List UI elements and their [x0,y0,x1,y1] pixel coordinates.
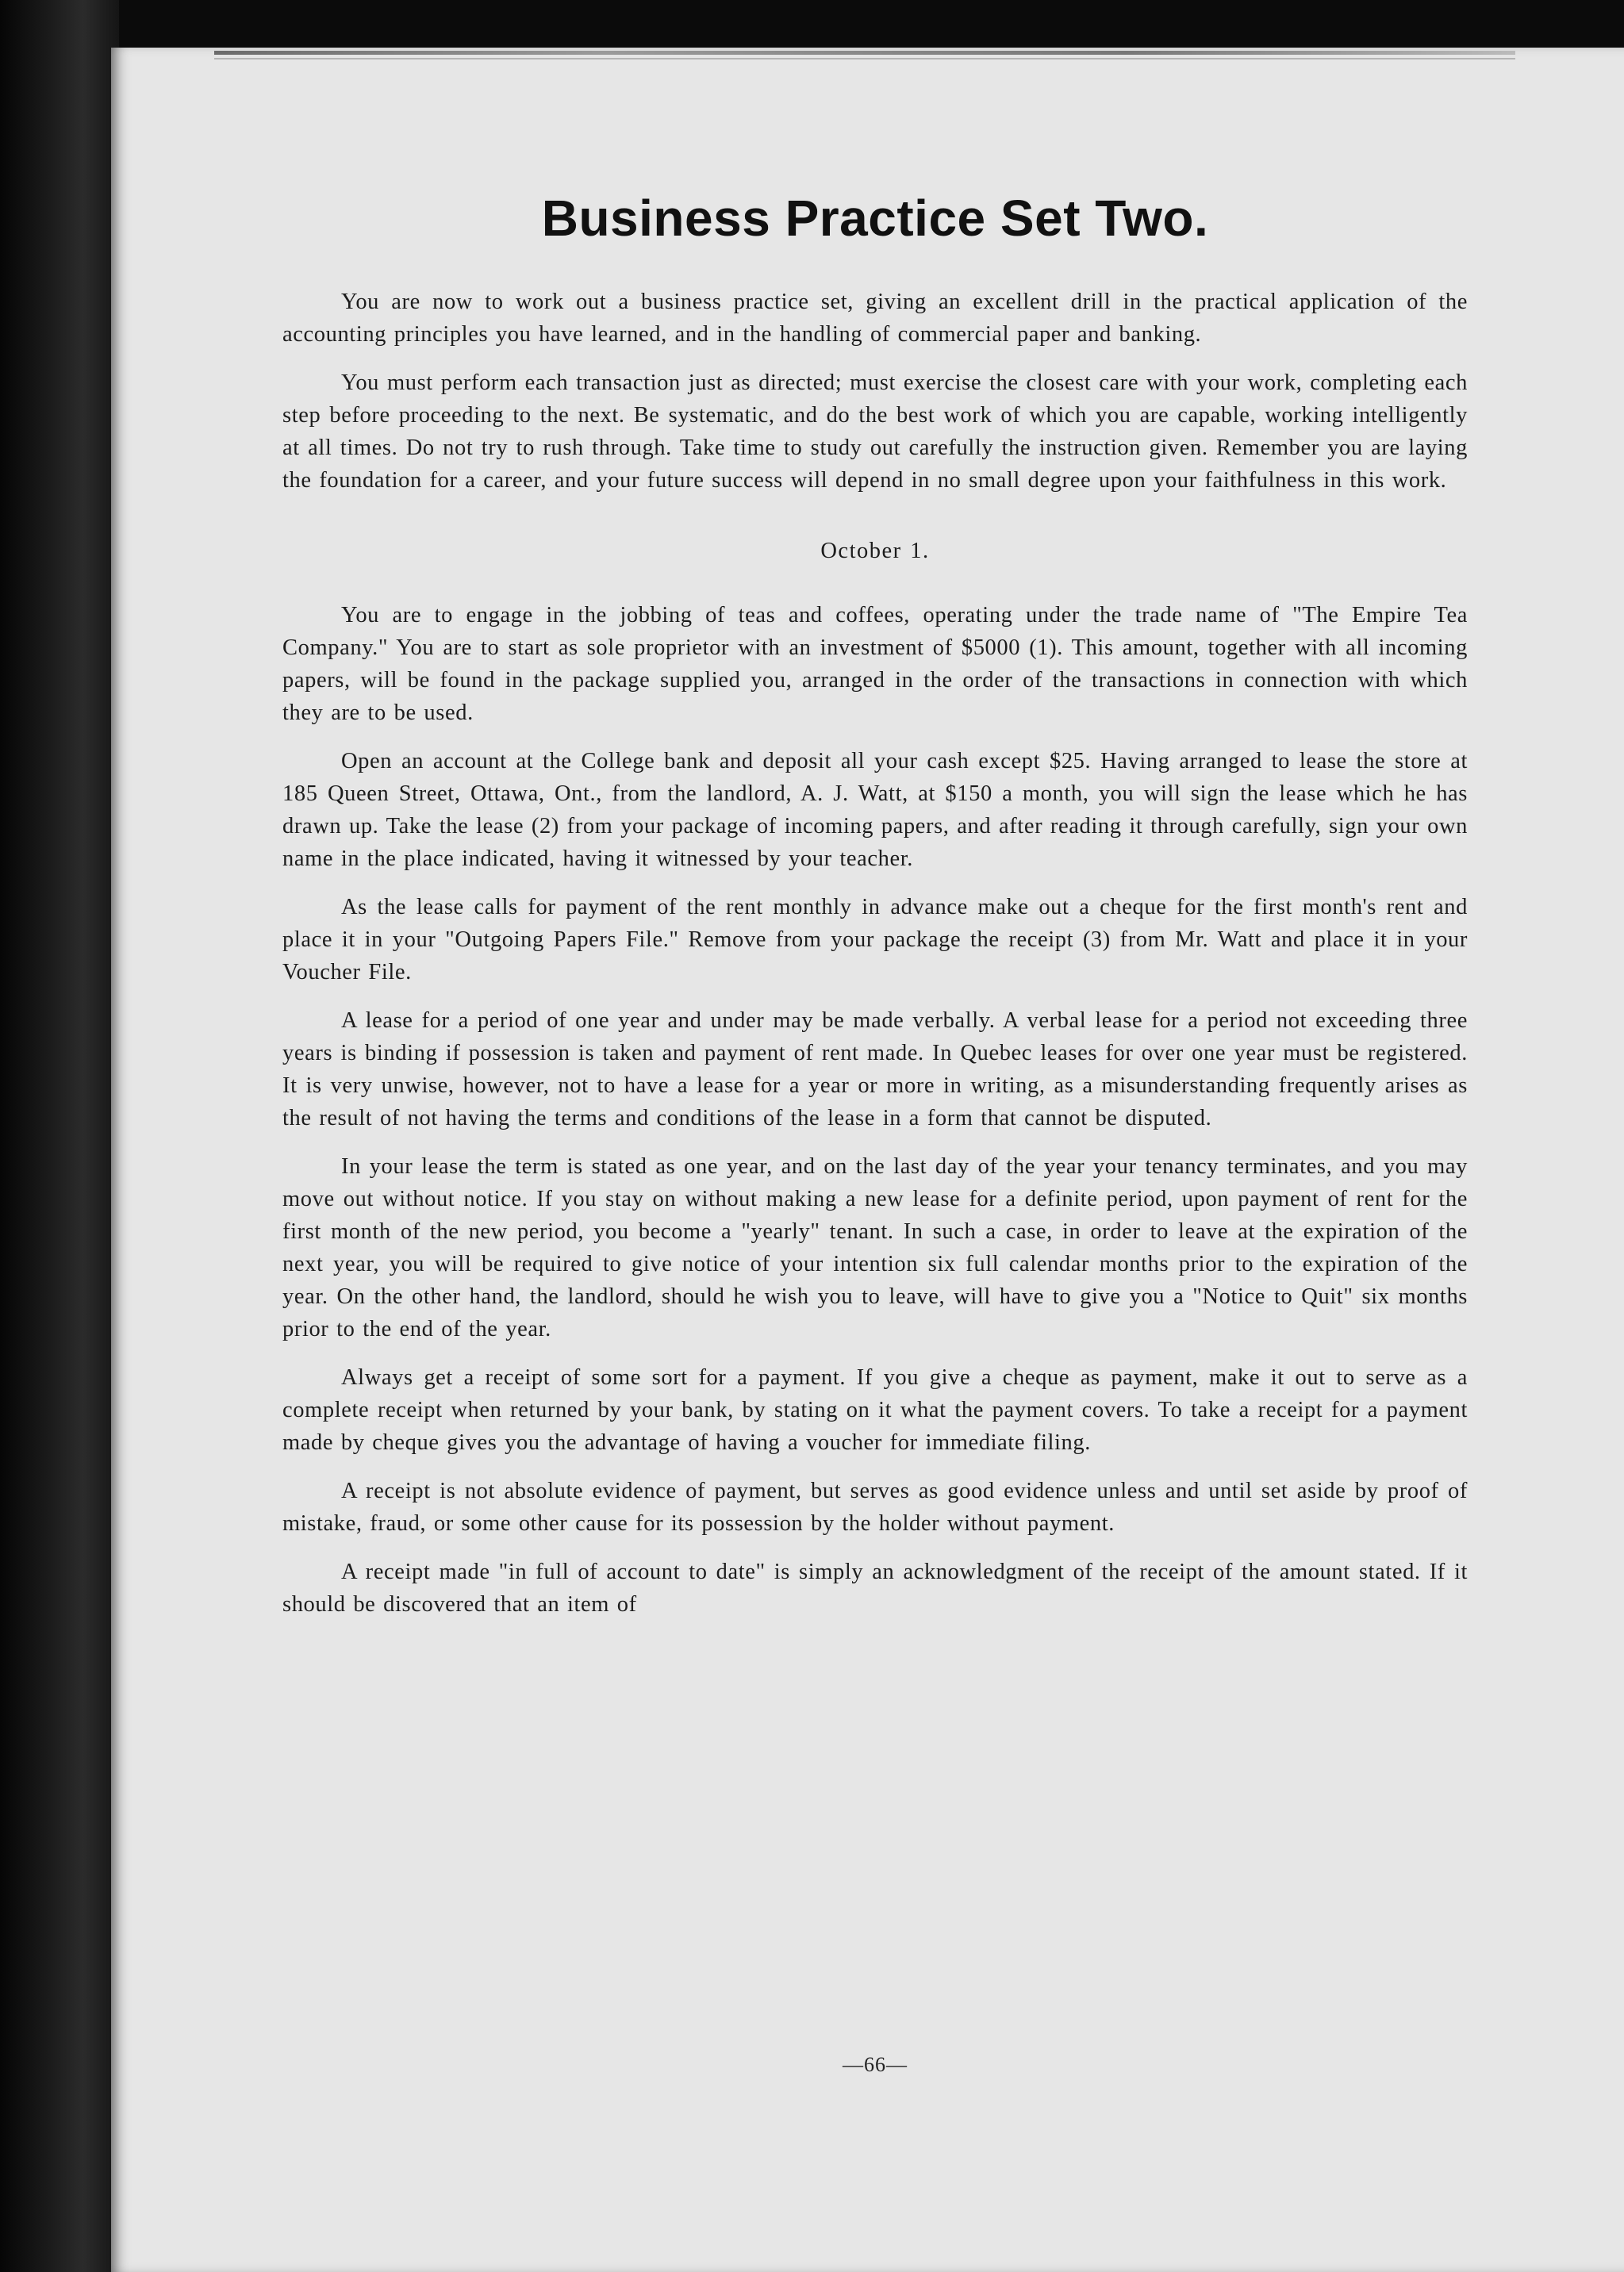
page-content [282,189,1468,2076]
body-paragraph: Always get a receipt of some sort for a payment. If you give a cheque as payment, make it out to serve as a complete receipt when returned by your bank, by stating on it what the payment covers. To take a receipt for a payment made by cheque gives you the advantage of having a voucher for immediate filing. [282,1365,1468,1455]
scan-left-edge [0,0,119,2272]
page-number: —66— [843,2053,908,2076]
page-title: Business Practice Set Two. [541,190,1209,247]
body-paragraph: In your lease the term is stated as one year, and on the last day of the year your tenancy terminates, and you may move out without notice. If you stay on without making a new lease for a definite period, upon payment of rent for the first month of the new period, you become a "yearly" tenant. In such a case, in order to leave at the expiration of the next year, you will be required to give notice of your intention six full calendar months prior to the expiration of the year. On the other hand, the landlord, should he wish you to leave, will have to give you a "Notice to Quit" six months prior to the end of the year. [282,1154,1468,1341]
page-top-rule [214,51,1515,55]
body-paragraph: A lease for a period of one year and under may be made verbally. A verbal lease for a period not exceeding three years is binding if possession is taken and payment of rent made. In Quebec leases for over one year must be registered. It is very unwise, however, not to have a lease for a year or more in writing, as a misunderstanding frequently arises as the result of not having the terms and conditions of the lease in a form that cannot be disputed. [282,1008,1468,1130]
intro-paragraph: You must perform each transaction just as directed; must exercise the closest care with your work, completing each step before proceeding to the next. Be systematic, and do the best work of which you are capable, working intelligently at all times. Do not try to rush through. Take time to study out carefully the instruction given. Remember you are laying the foundation for a career, and your future success will depend in no small degree upon your faithfulness in this work. [282,370,1468,493]
body-paragraph: A receipt is not absolute evidence of payment, but serves as good evidence unless and until set aside by proof of mistake, fraud, or some other cause for its possession by the holder without payment. [282,1479,1468,1536]
page-top-rule-thin [214,58,1515,59]
body-paragraph: Open an account at the College bank and deposit all your cash except $25. Having arranged to lease the store at 185 Queen Street, Ottawa, Ont., from the landlord, A. J. Watt, at $150 a month, you will sign the lease which he has drawn up. Take the lease (2) from your package of incoming papers, and after reading it through carefully, sign your own name in the place indicated, having it witnessed by your teacher. [282,749,1468,871]
body-paragraph: You are to engage in the jobbing of teas and coffees, operating under the trade name of "The Empire Tea Company." You are to start as sole proprietor with an investment of $5000 (1). This amount, together with all incoming papers, will be found in the package supplied you, arranged in the order of the transactions in connection with which they are to be used. [282,603,1468,725]
body-paragraph: A receipt made "in full of account to date" is simply an acknowledgment of the receipt of the amount stated. If it should be discovered that an item of [282,1560,1468,1617]
body-paragraph: As the lease calls for payment of the rent monthly in advance make out a cheque for the first month's rent and place it in your "Outgoing Papers File." Remove from your package the receipt (3) from Mr. Watt and place it in your Voucher File. [282,895,1468,984]
date-heading: October 1. [820,539,930,563]
intro-paragraph: You are now to work out a business practice set, giving an excellent drill in the practical application of the accounting principles you have learned, and in the handling of commercial paper and banking. [282,290,1468,347]
